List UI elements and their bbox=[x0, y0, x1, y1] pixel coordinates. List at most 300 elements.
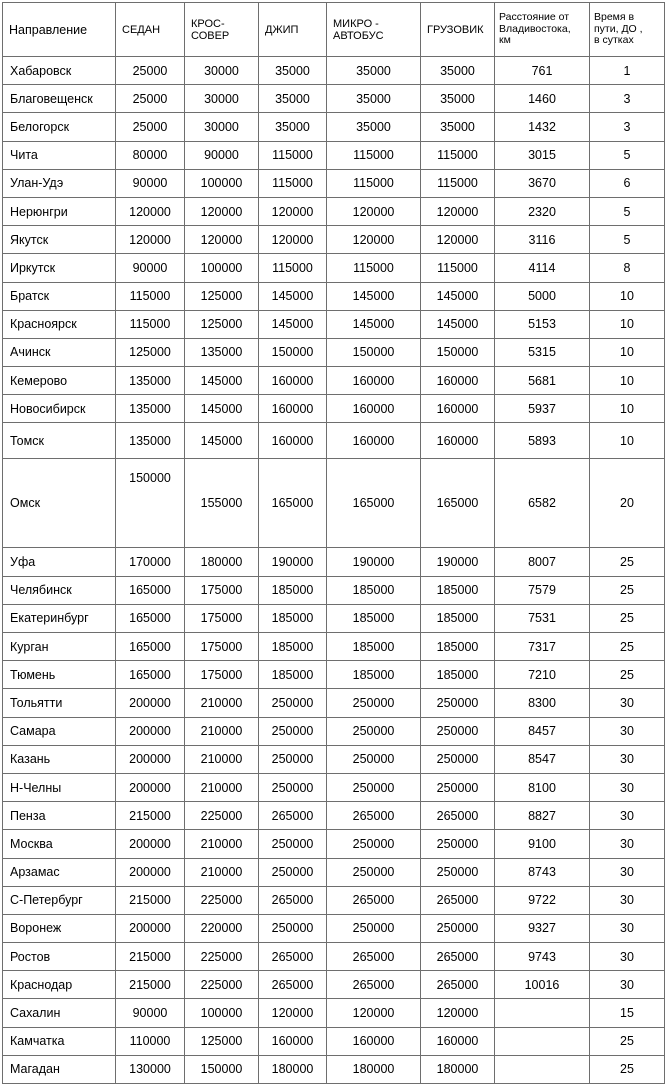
cell-minibus: 265000 bbox=[327, 943, 421, 971]
cell-sedan: 135000 bbox=[116, 395, 185, 423]
cell-city: Самара bbox=[3, 717, 116, 745]
table-row bbox=[3, 197, 665, 225]
table-row bbox=[3, 423, 665, 459]
cell-truck: 150000 bbox=[421, 338, 495, 366]
cell-minibus: 35000 bbox=[327, 57, 421, 85]
cell-minibus: 160000 bbox=[327, 1027, 421, 1055]
cell-sedan: 165000 bbox=[116, 604, 185, 632]
cell-minibus: 160000 bbox=[327, 423, 421, 459]
cell-jeep: 265000 bbox=[259, 971, 327, 999]
cell-distance: 9722 bbox=[495, 886, 590, 914]
cell-crossover: 125000 bbox=[185, 282, 259, 310]
cell-city: Воронеж bbox=[3, 914, 116, 942]
cell-sedan: 200000 bbox=[116, 773, 185, 801]
cell-truck: 265000 bbox=[421, 886, 495, 914]
cell-days: 30 bbox=[590, 802, 665, 830]
cell-sedan: 165000 bbox=[116, 661, 185, 689]
cell-city: Арзамас bbox=[3, 858, 116, 886]
table-row bbox=[3, 226, 665, 254]
cell-crossover: 30000 bbox=[185, 85, 259, 113]
cell-minibus: 35000 bbox=[327, 113, 421, 141]
cell-crossover: 30000 bbox=[185, 57, 259, 85]
header-distance: Расстояние от Владивостока, км bbox=[495, 3, 590, 57]
header-row bbox=[3, 3, 665, 57]
cell-sedan: 170000 bbox=[116, 548, 185, 576]
cell-days: 30 bbox=[590, 830, 665, 858]
cell-days: 8 bbox=[590, 254, 665, 282]
cell-truck: 250000 bbox=[421, 858, 495, 886]
cell-jeep: 265000 bbox=[259, 802, 327, 830]
cell-distance: 8100 bbox=[495, 773, 590, 801]
cell-truck: 160000 bbox=[421, 1027, 495, 1055]
cell-jeep: 250000 bbox=[259, 858, 327, 886]
cell-truck: 265000 bbox=[421, 943, 495, 971]
cell-crossover: 210000 bbox=[185, 773, 259, 801]
cell-crossover: 145000 bbox=[185, 423, 259, 459]
table-row bbox=[3, 830, 665, 858]
cell-sedan: 110000 bbox=[116, 1027, 185, 1055]
cell-truck: 250000 bbox=[421, 830, 495, 858]
cell-distance bbox=[495, 1055, 590, 1083]
cell-jeep: 185000 bbox=[259, 633, 327, 661]
cell-distance: 3670 bbox=[495, 169, 590, 197]
cell-distance: 5000 bbox=[495, 282, 590, 310]
table-row bbox=[3, 548, 665, 576]
table-row bbox=[3, 169, 665, 197]
table-row bbox=[3, 395, 665, 423]
cell-days: 1 bbox=[590, 57, 665, 85]
cell-days: 30 bbox=[590, 971, 665, 999]
table-row bbox=[3, 717, 665, 745]
price-table-container bbox=[2, 2, 664, 1084]
cell-city: Томск bbox=[3, 423, 116, 459]
cell-crossover: 150000 bbox=[185, 1055, 259, 1083]
cell-city: Уфа bbox=[3, 548, 116, 576]
cell-distance: 7210 bbox=[495, 661, 590, 689]
table-row bbox=[3, 689, 665, 717]
cell-minibus: 250000 bbox=[327, 858, 421, 886]
cell-city: Хабаровск bbox=[3, 57, 116, 85]
header-crossover: КРОС- СОВЕР bbox=[185, 3, 259, 57]
cell-jeep: 160000 bbox=[259, 367, 327, 395]
cell-days: 25 bbox=[590, 548, 665, 576]
cell-truck: 115000 bbox=[421, 141, 495, 169]
cell-minibus: 185000 bbox=[327, 661, 421, 689]
cell-sedan: 90000 bbox=[116, 999, 185, 1027]
table-row bbox=[3, 1055, 665, 1083]
cell-minibus: 180000 bbox=[327, 1055, 421, 1083]
cell-days: 30 bbox=[590, 773, 665, 801]
cell-distance: 5153 bbox=[495, 310, 590, 338]
cell-jeep: 120000 bbox=[259, 226, 327, 254]
header-truck: ГРУЗОВИК bbox=[421, 3, 495, 57]
cell-sedan: 215000 bbox=[116, 971, 185, 999]
cell-jeep: 265000 bbox=[259, 886, 327, 914]
cell-minibus: 185000 bbox=[327, 576, 421, 604]
cell-distance bbox=[495, 1027, 590, 1055]
cell-crossover: 125000 bbox=[185, 1027, 259, 1055]
table-row bbox=[3, 999, 665, 1027]
cell-city: Тольятти bbox=[3, 689, 116, 717]
cell-days: 20 bbox=[590, 459, 665, 548]
cell-crossover: 210000 bbox=[185, 689, 259, 717]
cell-distance: 9100 bbox=[495, 830, 590, 858]
header-direction: Направление bbox=[3, 3, 116, 57]
cell-distance: 6582 bbox=[495, 459, 590, 548]
table-row bbox=[3, 459, 665, 548]
cell-jeep: 120000 bbox=[259, 197, 327, 225]
cell-city: Камчатка bbox=[3, 1027, 116, 1055]
cell-city: Екатеринбург bbox=[3, 604, 116, 632]
cell-sedan: 200000 bbox=[116, 858, 185, 886]
cell-crossover: 100000 bbox=[185, 169, 259, 197]
cell-distance: 9743 bbox=[495, 943, 590, 971]
cell-city: Омск bbox=[3, 459, 116, 548]
cell-minibus: 185000 bbox=[327, 604, 421, 632]
cell-minibus: 160000 bbox=[327, 395, 421, 423]
table-row bbox=[3, 282, 665, 310]
cell-distance: 8457 bbox=[495, 717, 590, 745]
cell-sedan: 130000 bbox=[116, 1055, 185, 1083]
cell-minibus: 250000 bbox=[327, 717, 421, 745]
header-jeep: ДЖИП bbox=[259, 3, 327, 57]
cell-jeep: 160000 bbox=[259, 423, 327, 459]
cell-jeep: 190000 bbox=[259, 548, 327, 576]
cell-sedan: 135000 bbox=[116, 367, 185, 395]
cell-days: 25 bbox=[590, 1055, 665, 1083]
cell-crossover: 210000 bbox=[185, 717, 259, 745]
cell-truck: 265000 bbox=[421, 971, 495, 999]
cell-days: 30 bbox=[590, 914, 665, 942]
table-row bbox=[3, 310, 665, 338]
cell-days: 5 bbox=[590, 226, 665, 254]
cell-truck: 250000 bbox=[421, 689, 495, 717]
cell-jeep: 250000 bbox=[259, 745, 327, 773]
header-travel-time: Время в пути, ДО , в сутках bbox=[590, 3, 665, 57]
cell-crossover: 155000 bbox=[185, 459, 259, 548]
cell-days: 10 bbox=[590, 367, 665, 395]
cell-distance: 2320 bbox=[495, 197, 590, 225]
cell-sedan: 115000 bbox=[116, 282, 185, 310]
cell-distance: 8827 bbox=[495, 802, 590, 830]
cell-city: Краснодар bbox=[3, 971, 116, 999]
cell-distance: 10016 bbox=[495, 971, 590, 999]
cell-days: 30 bbox=[590, 943, 665, 971]
cell-jeep: 165000 bbox=[259, 459, 327, 548]
cell-truck: 145000 bbox=[421, 282, 495, 310]
cell-truck: 160000 bbox=[421, 423, 495, 459]
cell-distance: 4114 bbox=[495, 254, 590, 282]
cell-crossover: 210000 bbox=[185, 745, 259, 773]
cell-crossover: 145000 bbox=[185, 367, 259, 395]
cell-truck: 250000 bbox=[421, 717, 495, 745]
cell-crossover: 175000 bbox=[185, 661, 259, 689]
cell-city: Ачинск bbox=[3, 338, 116, 366]
cell-distance: 8547 bbox=[495, 745, 590, 773]
table-body bbox=[3, 57, 665, 1084]
cell-distance: 1460 bbox=[495, 85, 590, 113]
cell-crossover: 225000 bbox=[185, 971, 259, 999]
cell-sedan: 80000 bbox=[116, 141, 185, 169]
table-row bbox=[3, 773, 665, 801]
table-row bbox=[3, 661, 665, 689]
cell-minibus: 185000 bbox=[327, 633, 421, 661]
cell-truck: 180000 bbox=[421, 1055, 495, 1083]
cell-days: 30 bbox=[590, 886, 665, 914]
cell-days: 25 bbox=[590, 604, 665, 632]
table-row bbox=[3, 338, 665, 366]
cell-minibus: 250000 bbox=[327, 830, 421, 858]
cell-distance: 9327 bbox=[495, 914, 590, 942]
cell-days: 30 bbox=[590, 858, 665, 886]
cell-crossover: 180000 bbox=[185, 548, 259, 576]
cell-sedan: 135000 bbox=[116, 423, 185, 459]
cell-jeep: 160000 bbox=[259, 1027, 327, 1055]
cell-jeep: 180000 bbox=[259, 1055, 327, 1083]
cell-sedan: 120000 bbox=[116, 226, 185, 254]
cell-distance: 8300 bbox=[495, 689, 590, 717]
cell-sedan: 200000 bbox=[116, 830, 185, 858]
cell-crossover: 100000 bbox=[185, 254, 259, 282]
cell-distance: 5315 bbox=[495, 338, 590, 366]
table-row bbox=[3, 914, 665, 942]
cell-jeep: 120000 bbox=[259, 999, 327, 1027]
cell-crossover: 210000 bbox=[185, 858, 259, 886]
cell-truck: 185000 bbox=[421, 576, 495, 604]
cell-days: 10 bbox=[590, 310, 665, 338]
cell-truck: 250000 bbox=[421, 914, 495, 942]
cell-distance: 761 bbox=[495, 57, 590, 85]
cell-city: Москва bbox=[3, 830, 116, 858]
cell-city: Н-Челны bbox=[3, 773, 116, 801]
cell-truck: 265000 bbox=[421, 802, 495, 830]
cell-days: 10 bbox=[590, 338, 665, 366]
cell-days: 25 bbox=[590, 633, 665, 661]
cell-minibus: 265000 bbox=[327, 886, 421, 914]
cell-city: Нерюнгри bbox=[3, 197, 116, 225]
cell-truck: 185000 bbox=[421, 661, 495, 689]
cell-sedan: 165000 bbox=[116, 633, 185, 661]
table-row bbox=[3, 943, 665, 971]
cell-distance: 8743 bbox=[495, 858, 590, 886]
cell-sedan: 125000 bbox=[116, 338, 185, 366]
cell-crossover: 175000 bbox=[185, 576, 259, 604]
cell-distance: 5681 bbox=[495, 367, 590, 395]
cell-crossover: 175000 bbox=[185, 604, 259, 632]
table-row bbox=[3, 858, 665, 886]
cell-crossover: 145000 bbox=[185, 395, 259, 423]
cell-jeep: 265000 bbox=[259, 943, 327, 971]
cell-city: Братск bbox=[3, 282, 116, 310]
cell-distance bbox=[495, 999, 590, 1027]
cell-minibus: 120000 bbox=[327, 226, 421, 254]
cell-jeep: 160000 bbox=[259, 395, 327, 423]
cell-sedan: 200000 bbox=[116, 717, 185, 745]
table-row bbox=[3, 113, 665, 141]
table-row bbox=[3, 886, 665, 914]
cell-jeep: 35000 bbox=[259, 57, 327, 85]
cell-minibus: 190000 bbox=[327, 548, 421, 576]
price-table bbox=[2, 2, 665, 1084]
cell-crossover: 220000 bbox=[185, 914, 259, 942]
header-sedan: СЕДАН bbox=[116, 3, 185, 57]
cell-distance: 7531 bbox=[495, 604, 590, 632]
cell-sedan: 25000 bbox=[116, 113, 185, 141]
cell-crossover: 30000 bbox=[185, 113, 259, 141]
cell-sedan: 215000 bbox=[116, 802, 185, 830]
cell-days: 30 bbox=[590, 717, 665, 745]
cell-minibus: 115000 bbox=[327, 254, 421, 282]
cell-city: Ростов bbox=[3, 943, 116, 971]
cell-distance: 1432 bbox=[495, 113, 590, 141]
cell-jeep: 185000 bbox=[259, 661, 327, 689]
cell-city: Улан-Удэ bbox=[3, 169, 116, 197]
cell-jeep: 250000 bbox=[259, 689, 327, 717]
cell-days: 15 bbox=[590, 999, 665, 1027]
cell-city: Новосибирск bbox=[3, 395, 116, 423]
cell-truck: 160000 bbox=[421, 367, 495, 395]
cell-jeep: 185000 bbox=[259, 604, 327, 632]
cell-sedan: 25000 bbox=[116, 85, 185, 113]
cell-sedan: 90000 bbox=[116, 169, 185, 197]
cell-city: Курган bbox=[3, 633, 116, 661]
cell-sedan: 215000 bbox=[116, 886, 185, 914]
cell-days: 30 bbox=[590, 689, 665, 717]
cell-minibus: 250000 bbox=[327, 745, 421, 773]
cell-city: Якутск bbox=[3, 226, 116, 254]
table-row bbox=[3, 85, 665, 113]
cell-minibus: 150000 bbox=[327, 338, 421, 366]
cell-crossover: 120000 bbox=[185, 226, 259, 254]
cell-minibus: 115000 bbox=[327, 141, 421, 169]
cell-jeep: 185000 bbox=[259, 576, 327, 604]
table-row bbox=[3, 141, 665, 169]
cell-sedan: 200000 bbox=[116, 689, 185, 717]
cell-crossover: 135000 bbox=[185, 338, 259, 366]
cell-crossover: 175000 bbox=[185, 633, 259, 661]
cell-truck: 35000 bbox=[421, 113, 495, 141]
cell-city: Чита bbox=[3, 141, 116, 169]
cell-minibus: 160000 bbox=[327, 367, 421, 395]
cell-crossover: 100000 bbox=[185, 999, 259, 1027]
table-row bbox=[3, 745, 665, 773]
cell-truck: 160000 bbox=[421, 395, 495, 423]
table-row bbox=[3, 254, 665, 282]
cell-minibus: 145000 bbox=[327, 282, 421, 310]
cell-jeep: 115000 bbox=[259, 169, 327, 197]
cell-days: 10 bbox=[590, 423, 665, 459]
cell-city: Тюмень bbox=[3, 661, 116, 689]
cell-truck: 115000 bbox=[421, 254, 495, 282]
cell-truck: 145000 bbox=[421, 310, 495, 338]
cell-truck: 250000 bbox=[421, 745, 495, 773]
cell-sedan: 215000 bbox=[116, 943, 185, 971]
cell-distance: 7579 bbox=[495, 576, 590, 604]
cell-minibus: 145000 bbox=[327, 310, 421, 338]
cell-jeep: 250000 bbox=[259, 717, 327, 745]
cell-city: Пенза bbox=[3, 802, 116, 830]
cell-city: Челябинск bbox=[3, 576, 116, 604]
cell-minibus: 250000 bbox=[327, 914, 421, 942]
cell-minibus: 265000 bbox=[327, 802, 421, 830]
cell-sedan: 90000 bbox=[116, 254, 185, 282]
cell-jeep: 115000 bbox=[259, 141, 327, 169]
cell-truck: 185000 bbox=[421, 604, 495, 632]
cell-sedan: 25000 bbox=[116, 57, 185, 85]
cell-sedan: 120000 bbox=[116, 197, 185, 225]
cell-jeep: 145000 bbox=[259, 282, 327, 310]
cell-jeep: 250000 bbox=[259, 773, 327, 801]
cell-minibus: 250000 bbox=[327, 689, 421, 717]
cell-minibus: 120000 bbox=[327, 999, 421, 1027]
cell-jeep: 145000 bbox=[259, 310, 327, 338]
cell-sedan: 200000 bbox=[116, 914, 185, 942]
cell-city: Сахалин bbox=[3, 999, 116, 1027]
cell-sedan: 115000 bbox=[116, 310, 185, 338]
cell-city: Кемерово bbox=[3, 367, 116, 395]
cell-distance: 5893 bbox=[495, 423, 590, 459]
cell-minibus: 165000 bbox=[327, 459, 421, 548]
cell-crossover: 225000 bbox=[185, 886, 259, 914]
cell-jeep: 115000 bbox=[259, 254, 327, 282]
table-row bbox=[3, 367, 665, 395]
cell-days: 3 bbox=[590, 113, 665, 141]
cell-distance: 8007 bbox=[495, 548, 590, 576]
cell-days: 6 bbox=[590, 169, 665, 197]
cell-truck: 250000 bbox=[421, 773, 495, 801]
cell-minibus: 265000 bbox=[327, 971, 421, 999]
cell-truck: 190000 bbox=[421, 548, 495, 576]
cell-city: Красноярск bbox=[3, 310, 116, 338]
cell-truck: 120000 bbox=[421, 226, 495, 254]
cell-days: 25 bbox=[590, 661, 665, 689]
cell-sedan: 200000 bbox=[116, 745, 185, 773]
cell-sedan: 165000 bbox=[116, 576, 185, 604]
cell-truck: 35000 bbox=[421, 85, 495, 113]
table-row bbox=[3, 971, 665, 999]
cell-days: 10 bbox=[590, 395, 665, 423]
cell-days: 30 bbox=[590, 745, 665, 773]
cell-minibus: 35000 bbox=[327, 85, 421, 113]
cell-days: 5 bbox=[590, 141, 665, 169]
cell-minibus: 115000 bbox=[327, 169, 421, 197]
cell-city: Магадан bbox=[3, 1055, 116, 1083]
cell-crossover: 225000 bbox=[185, 943, 259, 971]
cell-jeep: 250000 bbox=[259, 830, 327, 858]
cell-truck: 120000 bbox=[421, 999, 495, 1027]
header-minibus: МИКРО - АВТОБУС bbox=[327, 3, 421, 57]
cell-truck: 115000 bbox=[421, 169, 495, 197]
cell-days: 5 bbox=[590, 197, 665, 225]
cell-days: 25 bbox=[590, 576, 665, 604]
cell-crossover: 120000 bbox=[185, 197, 259, 225]
cell-truck: 165000 bbox=[421, 459, 495, 548]
cell-crossover: 90000 bbox=[185, 141, 259, 169]
cell-distance: 3015 bbox=[495, 141, 590, 169]
cell-sedan: 150000 bbox=[116, 459, 185, 548]
cell-city: Иркутск bbox=[3, 254, 116, 282]
cell-days: 10 bbox=[590, 282, 665, 310]
cell-crossover: 210000 bbox=[185, 830, 259, 858]
cell-truck: 185000 bbox=[421, 633, 495, 661]
table-row bbox=[3, 633, 665, 661]
cell-jeep: 35000 bbox=[259, 113, 327, 141]
cell-jeep: 250000 bbox=[259, 914, 327, 942]
cell-crossover: 125000 bbox=[185, 310, 259, 338]
cell-days: 3 bbox=[590, 85, 665, 113]
table-row bbox=[3, 1027, 665, 1055]
cell-city: Белогорск bbox=[3, 113, 116, 141]
